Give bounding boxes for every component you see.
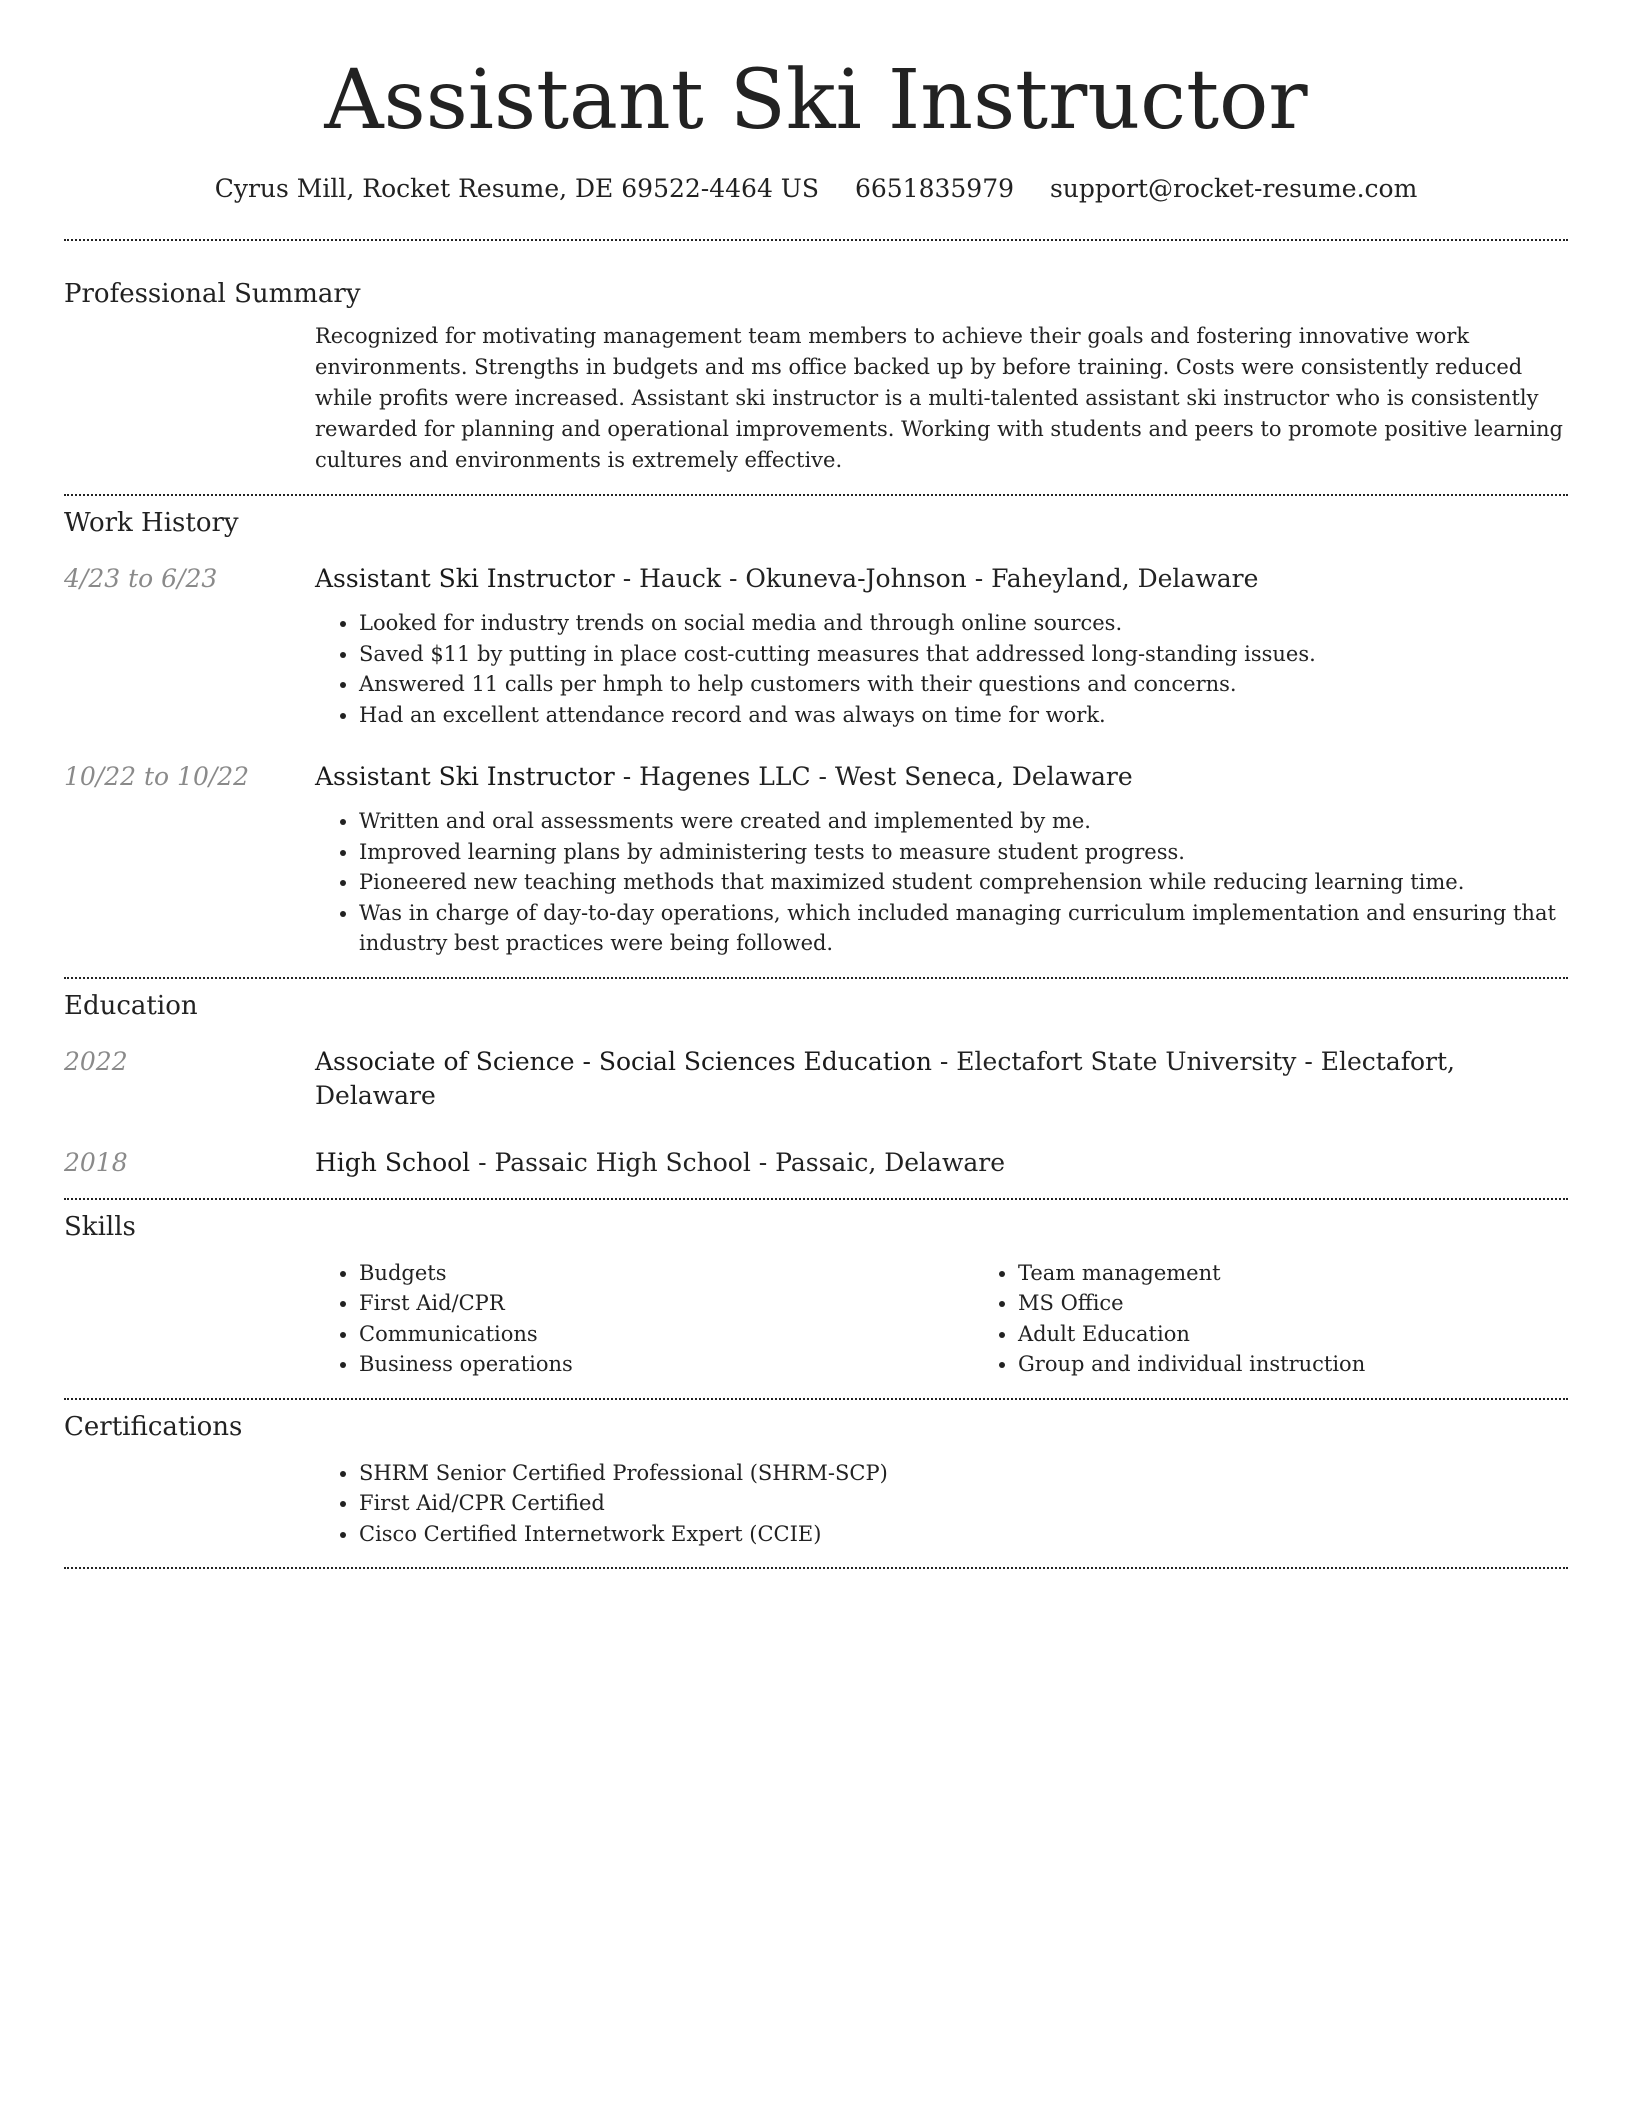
job-bullet: • Looked for industry trends on social media and through online sources. <box>359 608 1568 639</box>
certification-item: • Cisco Certified Internetwork Expert (CCIE) <box>359 1519 1568 1550</box>
job-bullets <box>315 806 1568 959</box>
education-year: 2022 <box>64 1046 128 1076</box>
education-entry <box>64 1146 1568 1180</box>
certifications-section-title: Certifications <box>64 1411 243 1442</box>
education-details: - Passaic High School - Passaic, Delaware <box>470 1147 1006 1177</box>
job-bullet: • Pioneered new teaching methods that maximized student comprehension while reducing learning time. <box>359 867 1568 898</box>
section-divider <box>64 1398 1568 1400</box>
section-divider <box>64 1567 1568 1569</box>
job-details: - Hagenes LLC - West Seneca, Delaware <box>614 762 1133 791</box>
certifications-list <box>315 1458 1568 1550</box>
education-details: - Electafort State University - Electafort, Delaware <box>315 1046 1455 1110</box>
job-bullet: • Had an excellent attendance record and was always on time for work. <box>359 700 1568 731</box>
resume-page <box>64 0 1568 1569</box>
job-bullet: • Written and oral assessments were created and implemented by me. <box>359 806 1568 837</box>
job-bullet: • Was in charge of day-to-day operations, which included managing curriculum implementation and ensuring that industry best practices were being followed. <box>359 898 1568 959</box>
job-dates: 10/22 to 10/22 <box>64 762 250 791</box>
skill-item: • Adult Education <box>1018 1319 1632 1350</box>
skills-list-right <box>974 1258 1632 1380</box>
job-entry <box>64 760 1568 959</box>
job-bullet: • Saved $11 by putting in place cost-cutting measures that addressed long-standing issues. <box>359 639 1568 670</box>
certification-item: • First Aid/CPR Certified <box>359 1488 1568 1519</box>
certifications-row <box>64 1458 1568 1550</box>
skill-item: • Group and individual instruction <box>1018 1349 1632 1380</box>
certification-item: • SHRM Senior Certified Professional (SHRM-SCP) <box>359 1458 1568 1489</box>
job-dates: 4/23 to 6/23 <box>64 564 218 593</box>
skills-section-title: Skills <box>64 1211 136 1242</box>
summary-text: Recognized for motivating management team members to achieve their goals and fostering innovative work environments. Strengths in budgets and ms office backed up by before training. Costs were consistently reduced while profits were increased. Assistant ski instructor is a multi-talented assistant ski instructor who is consistently rewarded for planning and operational improvements. Working with students and peers to promote positive learning cultures and environments is extremely effective. <box>315 324 1563 472</box>
education-entry <box>64 1045 1568 1113</box>
job-heading <box>315 562 1568 596</box>
skills-list-left <box>315 1258 974 1380</box>
education-degree: High School <box>315 1147 471 1177</box>
section-divider <box>64 977 1568 979</box>
skill-item: • Budgets <box>359 1258 974 1289</box>
contact-address: Cyrus Mill, Rocket Resume, DE 69522-4464 US <box>214 174 819 203</box>
education-heading <box>315 1045 1568 1113</box>
candidate-name: Assistant Ski Instructor <box>324 53 1308 148</box>
skills-row <box>64 1258 1568 1380</box>
job-position: Assistant Ski Instructor <box>315 564 615 593</box>
skill-item: • Team management <box>1018 1258 1632 1289</box>
skill-item: • MS Office <box>1018 1288 1632 1319</box>
job-bullets <box>315 608 1568 730</box>
job-bullet: • Answered 11 calls per hmph to help customers with their questions and concerns. <box>359 669 1568 700</box>
summary-row <box>64 321 1568 476</box>
resume-header <box>64 52 1568 206</box>
education-degree: Associate of Science - Social Sciences Education <box>315 1046 932 1076</box>
job-details: - Hauck - Okuneva-Johnson - Faheyland, Delaware <box>614 564 1259 593</box>
skill-item: • Business operations <box>359 1349 974 1380</box>
section-divider <box>64 1198 1568 1200</box>
job-position: Assistant Ski Instructor <box>315 762 615 791</box>
contact-email: support@rocket-resume.com <box>1049 174 1418 203</box>
job-bullet: • Improved learning plans by administering tests to measure student progress. <box>359 837 1568 868</box>
skill-item: • First Aid/CPR <box>359 1288 974 1319</box>
contact-line <box>64 172 1568 206</box>
education-section-title: Education <box>64 990 198 1021</box>
section-divider <box>64 494 1568 496</box>
section-divider <box>64 239 1568 241</box>
job-heading <box>315 760 1568 794</box>
job-entry <box>64 562 1568 730</box>
skill-item: • Communications <box>359 1319 974 1350</box>
education-year: 2018 <box>64 1147 128 1177</box>
summary-section-title: Professional Summary <box>64 279 361 309</box>
education-heading <box>315 1146 1568 1180</box>
work-section-title: Work History <box>64 508 239 538</box>
contact-phone: 6651835979 <box>854 174 1015 203</box>
